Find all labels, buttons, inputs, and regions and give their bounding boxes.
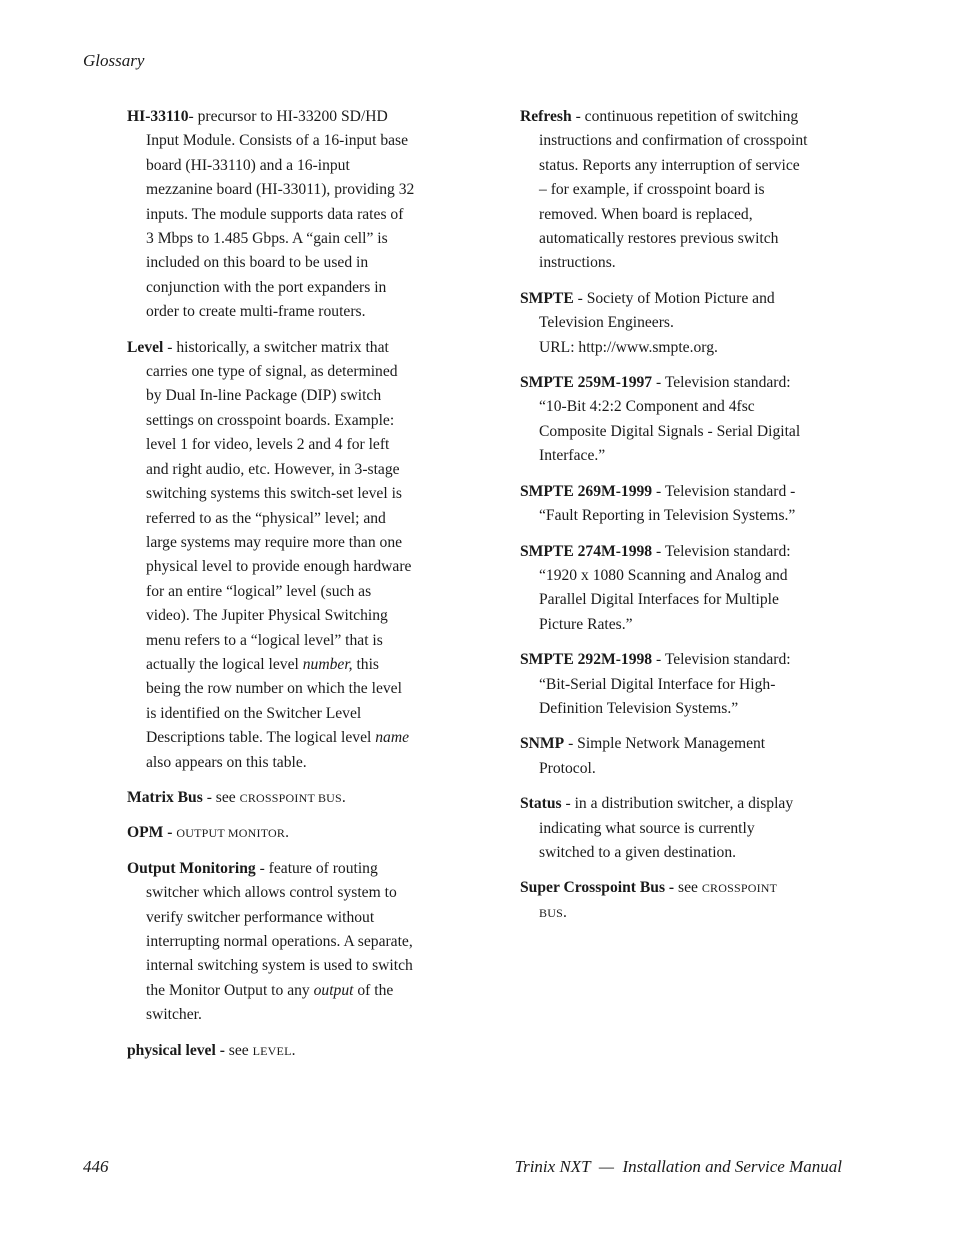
url-line: URL: http://www.smpte.org. (539, 338, 718, 356)
running-header: Glossary (83, 51, 145, 70)
glossary-entry-physical-level (127, 1039, 415, 1063)
glossary-definition: see (674, 879, 702, 897)
glossary-entry-level (127, 336, 415, 775)
glossary-term: Output Monitoring (127, 859, 256, 877)
glossary-term: SMPTE 269M-1999 (520, 482, 653, 500)
glossary-entry-output-monitoring (127, 857, 415, 1028)
manual-title: Trinix NXT — Installation and Service Manual (514, 1157, 842, 1176)
glossary-term: SMPTE 259M-1997 (520, 374, 653, 392)
glossary-definition: - historically, a switcher matrix that carries one type of signal, as determined by Dual In-line Package (DIP) switch settings on crosspoint boards. Example: level 1 for video, levels 2 and 4 for left and right audio, etc. However, in 3-stage switching systems this switch-set level is referred to as the “physical” level; and large systems may require more than one physical level to provide enough hardware for an entire “logical” level (such as video). The Jupiter Physical Switching menu refers to a “logical level” that is actually the logical level (146, 338, 412, 673)
glossary-definition: of the switcher. (146, 981, 394, 1024)
glossary-entry-smpte-274m (520, 540, 808, 638)
glossary-term: Matrix Bus (127, 788, 203, 806)
glossary-definition: - see (202, 788, 240, 806)
glossary-term: SMPTE 274M-1998 (520, 542, 653, 560)
glossary-definition: - Society of Motion Picture and Television Engineers. (539, 289, 775, 332)
glossary-entry-refresh (520, 105, 808, 276)
glossary-term: physical level - (127, 1041, 225, 1059)
glossary-definition: - precursor to HI-33200 SD/HD Input Module. Consists of a 16-input base board (HI-33110) and a 16-input mezzanine board (HI-33011), providing 32 inputs. The module supports data rates of 3 Mbps to 1.485 Gbps. A “gain cell” is included on this board to be used in conjunction with the port expanders in order to create multi-frame routers. (146, 108, 415, 321)
glossary-term: Level (127, 338, 164, 356)
glossary-definition: - Television standard: “10-Bit 4:2:2 Component and 4fsc Composite Digital Signals - Serial Digital Interface.” (539, 374, 801, 465)
glossary-definition: - Television standard: “1920 x 1080 Scanning and Analog and Parallel Digital Interfaces for Multiple Picture Rates.” (539, 542, 791, 633)
glossary-term: OPM - (127, 824, 173, 842)
glossary-column-right (520, 105, 808, 936)
glossary-column-left (127, 105, 415, 1074)
glossary-definition: - in a distribution switcher, a display indicating what source is currently switched to a given destination. (539, 795, 794, 861)
glossary-term: Refresh (520, 108, 572, 125)
glossary-entry-matrix-bus (127, 786, 415, 810)
glossary-entry-smpte (520, 287, 808, 360)
glossary-entry-super-crosspoint-bus (520, 876, 808, 925)
glossary-definition: see (224, 1041, 253, 1059)
glossary-entry-status (520, 792, 808, 865)
glossary-entry-smpte-269m (520, 480, 808, 529)
punctuation: . (341, 788, 346, 806)
punctuation: . (285, 824, 289, 842)
glossary-entry-snmp (520, 732, 808, 781)
punctuation: . (562, 903, 567, 921)
cross-reference: CROSSPOINT BUS (539, 881, 777, 920)
glossary-definition: also appears on this table. (146, 753, 307, 771)
glossary-term: SNMP (520, 735, 565, 753)
glossary-term: Status (520, 795, 562, 813)
glossary-entry-hi-33110 (127, 105, 415, 325)
emphasis-text: name (375, 729, 409, 747)
glossary-entry-smpte-259m (520, 371, 808, 469)
glossary-definition: - feature of routing switcher which allows control system to verify switcher performance without interrupting normal operations. A separate, internal switching system is used to switch the Monitor Output to any (146, 859, 413, 999)
cross-reference: OUTPUT MONITOR (176, 826, 286, 841)
glossary-definition: - Simple Network Management Protocol. (539, 735, 766, 777)
emphasis-text: number, (302, 655, 353, 673)
glossary-definition: - Television standard - “Fault Reporting in Television Systems.” (539, 482, 796, 525)
page-number: 446 (83, 1157, 109, 1176)
glossary-term: SMPTE (520, 289, 574, 307)
emphasis-text: output (313, 981, 354, 999)
punctuation: . (291, 1041, 296, 1059)
glossary-term: HI-33110 (127, 108, 189, 125)
glossary-term: SMPTE 292M-1998 (520, 651, 653, 669)
glossary-entry-opm (127, 821, 415, 845)
glossary-definition: - Television standard: “Bit-Serial Digital Interface for High-Definition Television Systems.” (539, 651, 791, 717)
glossary-definition: - continuous repetition of switching instructions and confirmation of crosspoint status. Reports any interruption of service – for example, if crosspoint board is removed. When board is replaced, automatically restores previous switch instructions. (539, 108, 808, 272)
cross-reference: CROSSPOINT BUS (239, 790, 342, 805)
cross-reference: LEVEL (252, 1043, 292, 1058)
glossary-definition: this being the row number on which the level is identified on the Switcher Level Descriptions table. The logical level (146, 655, 402, 747)
glossary-term: Super Crosspoint Bus - (520, 879, 675, 897)
glossary-entry-smpte-292m (520, 648, 808, 721)
